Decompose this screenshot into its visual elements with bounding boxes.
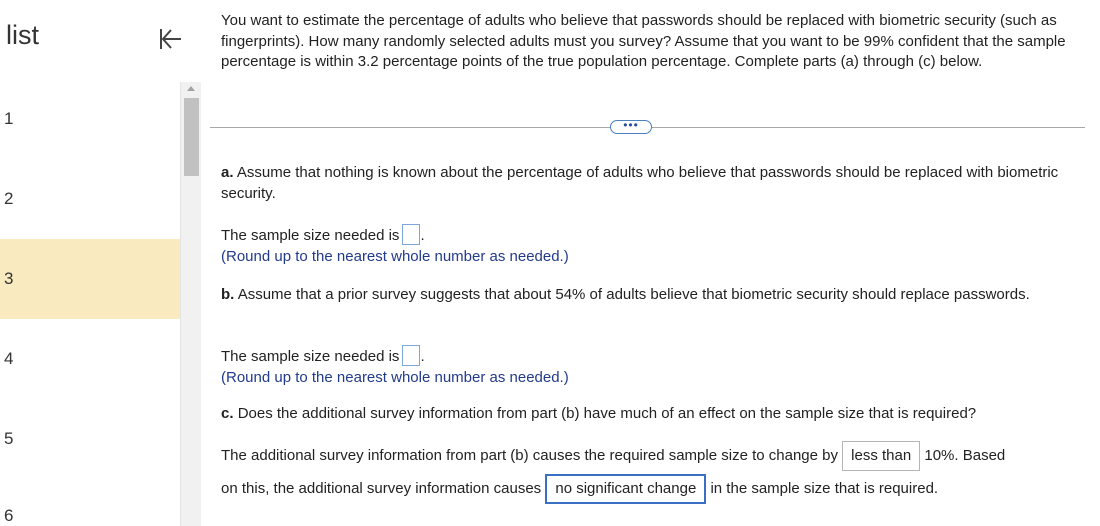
- sidebar-item-label: 1: [4, 109, 14, 128]
- part-a-answer-prefix: The sample size needed is: [221, 227, 400, 244]
- part-b-text: [221, 285, 1081, 306]
- part-b-answer-line: [221, 345, 425, 368]
- sidebar-item-4[interactable]: [0, 319, 180, 399]
- sidebar-item-label: 4: [4, 349, 14, 368]
- part-c-line2-prefix: on this, the additional survey information causes: [221, 479, 542, 497]
- sidebar-scrollbar[interactable]: [180, 82, 201, 526]
- part-a-description: Assume that nothing is known about the percentage of adults who believe that passwords should be replaced with biometric security.: [221, 164, 1059, 202]
- part-c-line1-suffix: 10%. Based: [924, 446, 1006, 464]
- part-b-answer-suffix: .: [420, 348, 425, 365]
- sidebar-item-label: 5: [4, 429, 14, 448]
- sidebar-item-2[interactable]: [0, 159, 180, 239]
- part-b-description: Assume that a prior survey suggests that about 54% of adults believe that biometric security should replace passwords.: [237, 286, 1030, 303]
- sidebar-item-label: 3: [4, 269, 14, 288]
- part-a-label: a.: [221, 164, 234, 181]
- part-b-hint: (Round up to the nearest whole number as needed.): [221, 369, 569, 386]
- part-c-text: [221, 404, 1081, 425]
- part-c-line-2: [221, 474, 938, 504]
- scrollbar-thumb[interactable]: [184, 98, 199, 176]
- sidebar-item-label: 2: [4, 189, 14, 208]
- question-prompt: You want to estimate the percentage of adults who believe that passwords should be replaced with biometric security (such as fingerprints). How many randomly selected adults must you survey? Assume that you want to be 99% confident that the sample percentage is within 3.2 percentage points of the true population percentage. Complete parts (a) through (c) below.: [221, 12, 1066, 70]
- part-c-line-1: [221, 441, 1005, 471]
- part-c-line2-suffix: in the sample size that is required.: [710, 479, 939, 497]
- sidebar-item-1[interactable]: [0, 79, 180, 159]
- expand-more-button[interactable]: •••: [610, 120, 652, 134]
- question-list-sidebar: [0, 0, 180, 526]
- part-a-text: [221, 163, 1081, 204]
- part-c-label: c.: [221, 405, 234, 422]
- part-c-description: Does the additional survey information from part (b) have much of an effect on the sample size that is required?: [237, 405, 977, 422]
- sidebar-item-3[interactable]: [0, 239, 180, 319]
- part-b-answer-input[interactable]: [402, 345, 420, 366]
- sidebar-item-5[interactable]: [0, 399, 180, 479]
- part-a-answer-suffix: .: [420, 227, 425, 244]
- part-c-line1-prefix: The additional survey information from part (b) causes the required sample size to change by: [221, 446, 838, 464]
- part-a-answer-line: [221, 224, 425, 247]
- collapse-sidebar-button[interactable]: [155, 24, 185, 54]
- change-amount-dropdown[interactable]: less than: [842, 441, 920, 471]
- sidebar-item-label: 6: [4, 506, 14, 525]
- effect-dropdown[interactable]: no significant change: [545, 474, 706, 504]
- sidebar-item-6[interactable]: [0, 476, 180, 526]
- part-b-answer-prefix: The sample size needed is: [221, 348, 400, 365]
- part-a-answer-input[interactable]: [402, 224, 420, 245]
- question-panel: [221, 0, 1091, 526]
- collapse-left-icon: [155, 24, 185, 54]
- scroll-up-arrow-icon[interactable]: [187, 86, 195, 91]
- sidebar-title: list: [6, 20, 39, 50]
- part-b-label: b.: [221, 286, 235, 303]
- part-a-hint: (Round up to the nearest whole number as needed.): [221, 248, 569, 265]
